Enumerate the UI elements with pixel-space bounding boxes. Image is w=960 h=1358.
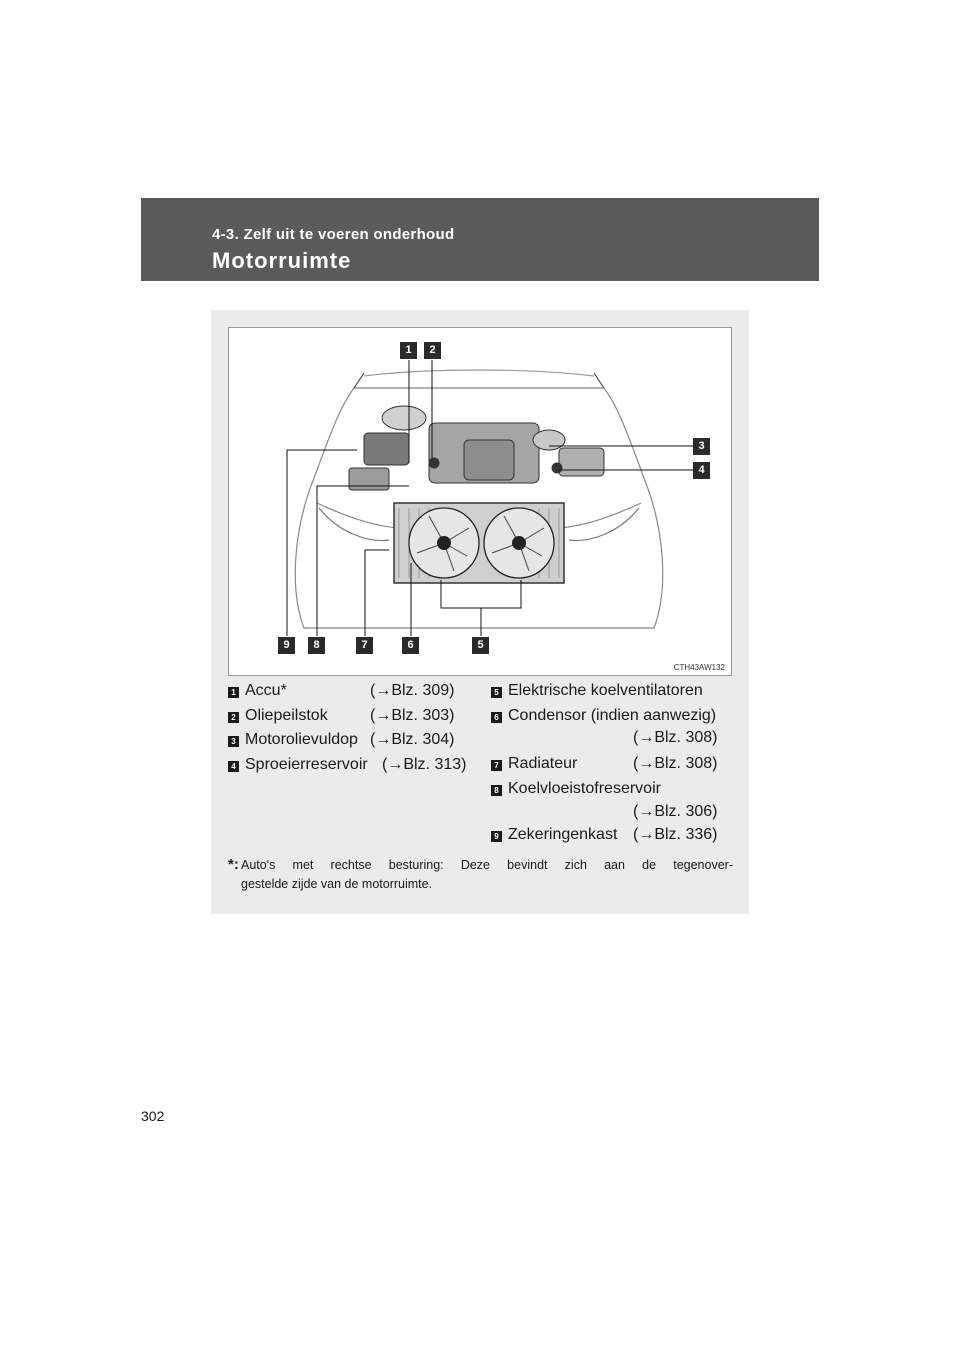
content-box (211, 310, 749, 914)
legend-ref-6: (→Blz. 308) (633, 729, 718, 746)
legend-label-2: Oliepeilstok (245, 707, 328, 724)
callout-6: 6 (402, 637, 419, 654)
legend-label-7: Radiateur (508, 755, 578, 772)
legend-label-1: Accu* (245, 682, 287, 699)
legend-ref-3: (→Blz. 304) (370, 731, 455, 748)
legend-num-8: 8 (491, 785, 502, 796)
callout-9: 9 (278, 637, 295, 654)
figure-code: CTH43AW132 (673, 663, 725, 672)
callout-4: 4 (693, 462, 710, 479)
legend-label-5: Elektrische koelventilatoren (508, 682, 703, 699)
legend-num-5: 5 (491, 687, 502, 698)
footnote-line-2: gestelde zijde van de motorruimte. (241, 877, 433, 891)
chapter-header-bar (141, 198, 819, 281)
legend-num-9: 9 (491, 831, 502, 842)
section-label: 4-3. Zelf uit te voeren onderhoud (212, 226, 455, 243)
page-number: 302 (141, 1108, 165, 1124)
engine-bay-illustration (228, 327, 732, 676)
legend-label-9: Zekeringenkast (508, 826, 618, 843)
callout-8: 8 (308, 637, 325, 654)
legend-label-6: Condensor (indien aanwezig) (508, 707, 717, 724)
legend-num-7: 7 (491, 760, 502, 771)
legend-ref-8: (→Blz. 306) (633, 803, 718, 820)
callout-2: 2 (424, 342, 441, 359)
callout-1: 1 (400, 342, 417, 359)
legend-ref-1: (→Blz. 309) (370, 682, 455, 699)
callout-3: 3 (693, 438, 710, 455)
footnote-mark: *: (228, 856, 239, 873)
legend-ref-4: (→Blz. 313) (382, 756, 467, 773)
legend-num-1: 1 (228, 687, 239, 698)
legend-ref-9: (→Blz. 336) (633, 826, 718, 843)
engine-bay-drawing (229, 328, 731, 675)
legend-label-3: Motorolievuldop (245, 731, 358, 748)
legend-num-6: 6 (491, 712, 502, 723)
legend-label-4: Sproeierreservoir (245, 756, 368, 773)
legend-ref-2: (→Blz. 303) (370, 707, 455, 724)
footnote-line-1: Auto's met rechtse besturing: Deze bevindt zich aan de tegenover- (241, 858, 733, 872)
legend-num-2: 2 (228, 712, 239, 723)
callout-5: 5 (472, 637, 489, 654)
callout-7: 7 (356, 637, 373, 654)
page-title: Motorruimte (212, 248, 352, 273)
legend-ref-7: (→Blz. 308) (633, 755, 718, 772)
legend-label-8: Koelvloeistofreservoir (508, 780, 661, 797)
legend-num-4: 4 (228, 761, 239, 772)
legend-num-3: 3 (228, 736, 239, 747)
